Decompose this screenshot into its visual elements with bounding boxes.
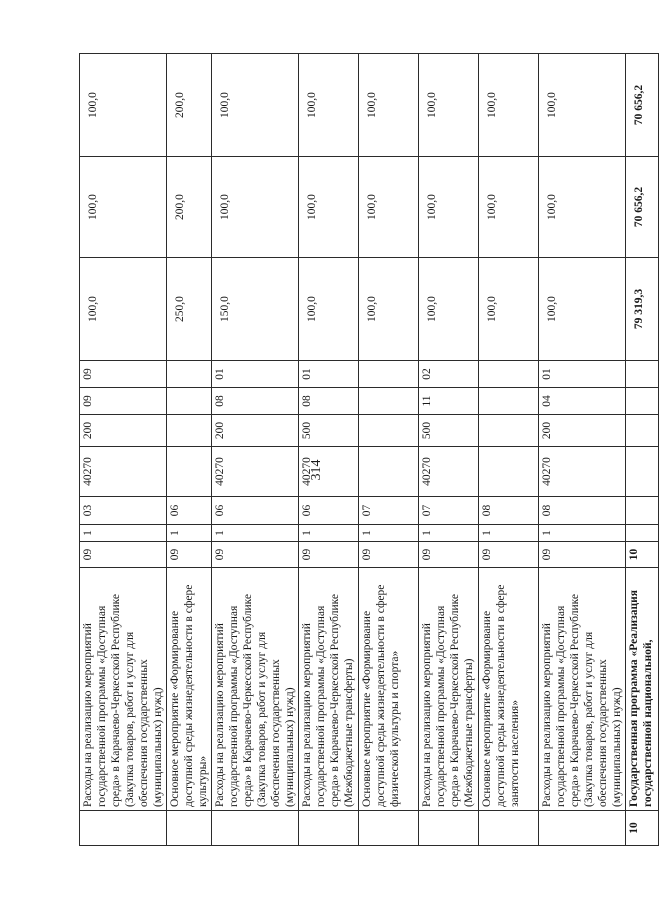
row-number bbox=[359, 811, 419, 846]
amount-year-3: 70 656,2 bbox=[626, 54, 659, 157]
code-event: 07 bbox=[419, 497, 479, 525]
code-subsection bbox=[479, 361, 539, 388]
code-section bbox=[167, 388, 212, 415]
code-expense-type bbox=[626, 415, 659, 447]
code-subprogram: 1 bbox=[212, 525, 299, 542]
code-direction: 40270 bbox=[419, 447, 479, 497]
code-direction: 40270 bbox=[299, 447, 359, 497]
code-section: 08 bbox=[299, 388, 359, 415]
code-event: 08 bbox=[539, 497, 626, 525]
code-subsection: 02 bbox=[419, 361, 479, 388]
row-name: Расходы на реализацию мероприятий государственной программы «Доступная среда» в Карачаево-Черкесской Республике (Закупка товаров, работ и услуг для обеспечения государственных (муниципальных) нужд) bbox=[80, 568, 167, 811]
amount-year-1: 100,0 bbox=[539, 258, 626, 361]
amount-year-2: 100,0 bbox=[539, 157, 626, 258]
code-section: 04 bbox=[539, 388, 626, 415]
table-row bbox=[539, 54, 626, 846]
code-section: 09 bbox=[80, 388, 167, 415]
row-name: Расходы на реализацию мероприятий государственной программы «Доступная среда» в Карачаево-Черкесской Республике (Межбюджетные трансферты) bbox=[419, 568, 479, 811]
row-number bbox=[212, 811, 299, 846]
code-subsection: 01 bbox=[212, 361, 299, 388]
code-section bbox=[626, 388, 659, 415]
code-subprogram bbox=[626, 525, 659, 542]
row-name: Основное мероприятие «Формирование доступной среды жизнедеятельности в сфере физической культуры и спорта» bbox=[359, 568, 419, 811]
code-subprogram: 1 bbox=[167, 525, 212, 542]
code-direction bbox=[626, 447, 659, 497]
amount-year-2: 70 656,2 bbox=[626, 157, 659, 258]
code-event: 08 bbox=[479, 497, 539, 525]
amount-year-1: 79 319,3 bbox=[626, 258, 659, 361]
row-number: 10 bbox=[626, 811, 659, 846]
amount-year-1: 100,0 bbox=[299, 258, 359, 361]
amount-year-2: 100,0 bbox=[80, 157, 167, 258]
table-row bbox=[479, 54, 539, 846]
page-number: 314 bbox=[309, 459, 324, 481]
amount-year-3: 100,0 bbox=[299, 54, 359, 157]
code-section: 11 bbox=[419, 388, 479, 415]
code-section: 08 bbox=[212, 388, 299, 415]
row-number bbox=[539, 811, 626, 846]
row-name: Основное мероприятие «Формирование доступной среды жизнедеятельности в сфере занятости населения» bbox=[479, 568, 539, 811]
code-program: 10 bbox=[626, 542, 659, 568]
code-subsection bbox=[626, 361, 659, 388]
amount-year-3: 100,0 bbox=[419, 54, 479, 157]
code-expense-type: 200 bbox=[539, 415, 626, 447]
amount-year-3: 200,0 bbox=[167, 54, 212, 157]
code-program: 09 bbox=[539, 542, 626, 568]
amount-year-3: 100,0 bbox=[539, 54, 626, 157]
code-subprogram: 1 bbox=[299, 525, 359, 542]
code-program: 09 bbox=[419, 542, 479, 568]
code-event: 06 bbox=[212, 497, 299, 525]
code-subsection: 01 bbox=[299, 361, 359, 388]
code-program: 09 bbox=[212, 542, 299, 568]
amount-year-2: 100,0 bbox=[299, 157, 359, 258]
row-name: Расходы на реализацию мероприятий государственной программы «Доступная среда» в Карачаево-Черкесской Республике (Закупка товаров, работ и услуг для обеспечения государственных (муниципальных) нужд) bbox=[212, 568, 299, 811]
code-expense-type: 200 bbox=[212, 415, 299, 447]
row-number bbox=[299, 811, 359, 846]
amount-year-3: 100,0 bbox=[359, 54, 419, 157]
code-subsection bbox=[359, 361, 419, 388]
amount-year-2: 100,0 bbox=[479, 157, 539, 258]
table-row bbox=[212, 54, 299, 846]
code-direction bbox=[359, 447, 419, 497]
row-name: Расходы на реализацию мероприятий государственной программы «Доступная среда» в Карачаево-Черкесской Республике (Закупка товаров, работ и услуг для обеспечения государственных (муниципальных) нужд) bbox=[539, 568, 626, 811]
code-expense-type: 200 bbox=[80, 415, 167, 447]
amount-year-1: 100,0 bbox=[359, 258, 419, 361]
row-number bbox=[419, 811, 479, 846]
code-subprogram: 1 bbox=[359, 525, 419, 542]
table-row bbox=[167, 54, 212, 846]
amount-year-2: 100,0 bbox=[359, 157, 419, 258]
table-row bbox=[80, 54, 167, 846]
amount-year-3: 100,0 bbox=[80, 54, 167, 157]
code-expense-type: 500 bbox=[299, 415, 359, 447]
code-program: 09 bbox=[479, 542, 539, 568]
code-subsection: 01 bbox=[539, 361, 626, 388]
row-name: Основное мероприятие «Формирование доступной среды жизнедеятельности в сфере культуры» bbox=[167, 568, 212, 811]
code-subprogram: 1 bbox=[419, 525, 479, 542]
row-name: Государственная программа «Реализация государственной национальной, bbox=[626, 568, 659, 811]
code-program: 09 bbox=[299, 542, 359, 568]
code-subprogram: 1 bbox=[80, 525, 167, 542]
rotated-table-container bbox=[79, 54, 654, 846]
code-event: 03 bbox=[80, 497, 167, 525]
table-row bbox=[419, 54, 479, 846]
code-direction bbox=[479, 447, 539, 497]
amount-year-1: 250,0 bbox=[167, 258, 212, 361]
code-subprogram: 1 bbox=[539, 525, 626, 542]
table-row bbox=[626, 54, 659, 846]
code-section bbox=[479, 388, 539, 415]
code-direction: 40270 bbox=[539, 447, 626, 497]
code-event: 07 bbox=[359, 497, 419, 525]
amount-year-1: 100,0 bbox=[419, 258, 479, 361]
row-number bbox=[479, 811, 539, 846]
budget-table bbox=[79, 53, 659, 846]
code-direction bbox=[167, 447, 212, 497]
code-subprogram: 1 bbox=[479, 525, 539, 542]
code-event: 06 bbox=[299, 497, 359, 525]
code-event: 06 bbox=[167, 497, 212, 525]
amount-year-1: 100,0 bbox=[479, 258, 539, 361]
code-event bbox=[626, 497, 659, 525]
code-direction: 40270 bbox=[80, 447, 167, 497]
table-row bbox=[299, 54, 359, 846]
amount-year-2: 100,0 bbox=[419, 157, 479, 258]
code-expense-type bbox=[167, 415, 212, 447]
code-program: 09 bbox=[80, 542, 167, 568]
code-program: 09 bbox=[167, 542, 212, 568]
code-expense-type bbox=[359, 415, 419, 447]
code-section bbox=[359, 388, 419, 415]
code-expense-type bbox=[479, 415, 539, 447]
code-expense-type: 500 bbox=[419, 415, 479, 447]
amount-year-1: 150,0 bbox=[212, 258, 299, 361]
code-program: 09 bbox=[359, 542, 419, 568]
amount-year-3: 100,0 bbox=[479, 54, 539, 157]
code-subsection: 09 bbox=[80, 361, 167, 388]
row-name: Расходы на реализацию мероприятий государственной программы «Доступная среда» в Карачаево-Черкесской Республике (Межбюджетные трансферты) bbox=[299, 568, 359, 811]
row-number bbox=[80, 811, 167, 846]
amount-year-1: 100,0 bbox=[80, 258, 167, 361]
row-number bbox=[167, 811, 212, 846]
code-direction: 40270 bbox=[212, 447, 299, 497]
amount-year-2: 200,0 bbox=[167, 157, 212, 258]
code-subsection bbox=[167, 361, 212, 388]
table-row bbox=[359, 54, 419, 846]
amount-year-3: 100,0 bbox=[212, 54, 299, 157]
amount-year-2: 100,0 bbox=[212, 157, 299, 258]
